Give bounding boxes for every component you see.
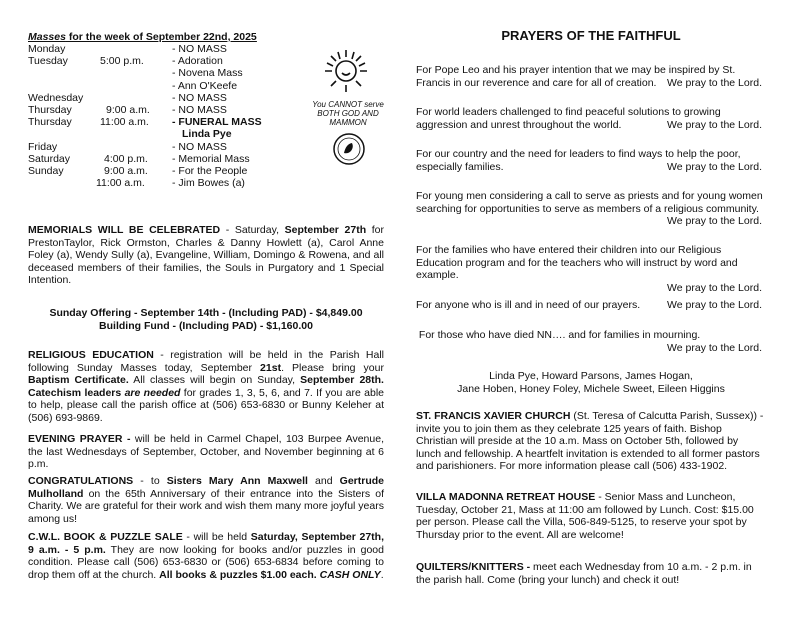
prayer-intention-6: For anyone who is ill and in need of our prayers. We pray to the Lord. [416,299,762,311]
mass-day: Thursday [28,104,72,116]
religious-education-notice: RELIGIOUS EDUCATION - registration will be held in the Parish Hall following Sunday Masses today, September 21st. Please bring your Baptism Certificate. All classes will begin on Sunday, September 28th. Catechism leaders are needed for grades 1, 3, 5, 6, and 7. If you are able to help, please call the parish office at (506) 653-6830 or Bunny Keleher at (506) 693-9869. [28,349,384,424]
congratulations-notice: CONGRATULATIONS - to Sisters Mary Ann Maxwell and Gertrude Mulholland on the 65th Anniversary of their entrance into the Sisters of Charity. We are grateful for their work and wish them many more joyful years among us! [28,475,384,525]
mass-day: Thursday [28,116,72,129]
memorials-notice: MEMORIALS WILL BE CELEBRATED - Saturday, September 27th for PrestonTaylor, Rick Ormston, Charles & Danny Howlett (a), Carol Anne Foley (a), Wendy Sully (a), Evangeline, William, Domingo & Rowena, and all deceased members of their families, the Souls in Purgatory and 1 Special Intention. [28,224,385,286]
prayer-response: We pray to the Lord. [667,118,762,131]
prayer-response: We pray to the Lord. [667,341,762,354]
mass-day: Saturday [28,152,71,165]
mass-day: Wednesday [28,91,84,104]
mass-note: - Novena Mass [172,67,243,80]
mass-note: - Memorial Mass [172,152,250,165]
offering-notice: Sunday Offering - September 14th - (Including PAD) - $4,849.00 Building Fund - (Including PAD) - $1,160.00 [49,307,363,332]
prayer-intention-3: For our country and the need for leaders to find ways to help the poor, especially families. We pray to the Lord. [416,148,762,173]
mass-note: - Ann O'Keefe [172,79,238,92]
coin-clipart [332,132,366,166]
mass-note: - FUNERAL MASS [172,116,262,129]
mass-time: 4:00 p.m. [104,152,148,165]
mass-time: 11:00 a.m. [96,177,145,190]
mass-note: - Adoration [172,55,223,68]
prayer-response: We pray to the Lord. [667,299,762,311]
mass-note: - NO MASS [172,91,227,104]
mass-time: 9:00 a.m. [104,165,148,177]
prayer-response: We pray to the Lord. [667,160,762,173]
mass-note: - Jim Bowes (a) [172,177,245,190]
prayer-intention-1: For Pope Leo and his prayer intention that we may be inspired by St. Francis in our reverence and care for all of creation. We pray to the Lord. [416,64,762,89]
cwl-sale-notice: C.W.L. BOOK & PUZZLE SALE - will be held Saturday, September 27th, 9 a.m. - 5 p.m. They are now looking for books and/or puzzles in good condition. Please call (506) 653-6830 or (506) 653-6834 before coming to drop them off at the church. All books & puzzles $1.00 each. CASH ONLY. [28,531,384,581]
mass-day: Monday [28,43,66,55]
mass-time: 9:00 a.m. [106,104,150,116]
st-francis-xavier-notice: ST. FRANCIS XAVIER CHURCH (St. Teresa of Calcutta Parish, Sussex)) - invite you to join them as they celebrate 125 years of faith. Bishop Christian will preside at the 10 a.m. Mass on October 5th, followed by lunch and fellowship. A heartfelt invitation is extended to all former pastors and parishioners. For more information please call (506) 433-1902. [416,410,764,472]
clipart-quote: You CANNOT serve BOTH GOD AND MAMMON [312,100,384,127]
prayer-intention-7: For those who have died NN…. and for families in mourning. We pray to the Lord. [416,329,766,354]
prayer-response: We pray to the Lord. [667,281,762,294]
mass-time: 11:00 a.m. [100,116,149,129]
mass-note: - NO MASS [172,140,227,153]
mass-note: - For the People [172,165,248,177]
mass-day: Sunday [28,165,64,177]
mass-schedule-heading: Masses for the week of September 22nd, 2025 [28,31,257,43]
mass-note: - NO MASS [172,104,227,116]
mass-note: Linda Pye [182,128,232,141]
prayers-title: PRAYERS OF THE FAITHFUL [501,28,681,43]
quilters-notice: QUILTERS/KNITTERS - meet each Wednesday from 10 a.m. - 2 p.m. in the parish hall. Come (bring your lunch) and check it out! [416,561,752,586]
prayer-response: We pray to the Lord. [667,215,762,227]
evening-prayer-notice: EVENING PRAYER - will be held in Carmel Chapel, 103 Burpee Avenue, the last Wednesdays of September, October, and November beginning at 6 p.m. [28,433,384,470]
prayer-intention-4: For young men considering a call to serve as priests and for young women searching for opportunities to serve as members of a religious community. We pray to the Lord. [416,190,766,228]
mass-note: - NO MASS [172,43,227,55]
mass-day: Tuesday [28,55,68,68]
sick-list: Linda Pye, Howard Parsons, James Hogan, Jane Hoben, Honey Foley, Michele Sweet, Eileen Higgins [457,370,725,395]
sun-clipart [308,46,384,96]
prayer-response: We pray to the Lord. [667,76,762,89]
villa-madonna-notice: VILLA MADONNA RETREAT HOUSE - Senior Mass and Luncheon, Tuesday, October 21, Mass at 11:00 am followed by Lunch. Cost: $15.00 per person. Please call the Villa, 506-849-5125, to reserve your spot by Thursday prior to the event. All are welcome! [416,491,754,541]
mass-time: 5:00 p.m. [100,55,144,68]
mass-day: Friday [28,140,58,153]
prayer-intention-2: For world leaders challenged to find peaceful solutions to growing aggression and unrest throughout the world. We pray to the Lord. [416,106,762,131]
prayer-intention-5: For the families who have entered their children into our Religious Education program and for the teachers who will instruct by word and example. We pray to the Lord. [416,244,766,294]
